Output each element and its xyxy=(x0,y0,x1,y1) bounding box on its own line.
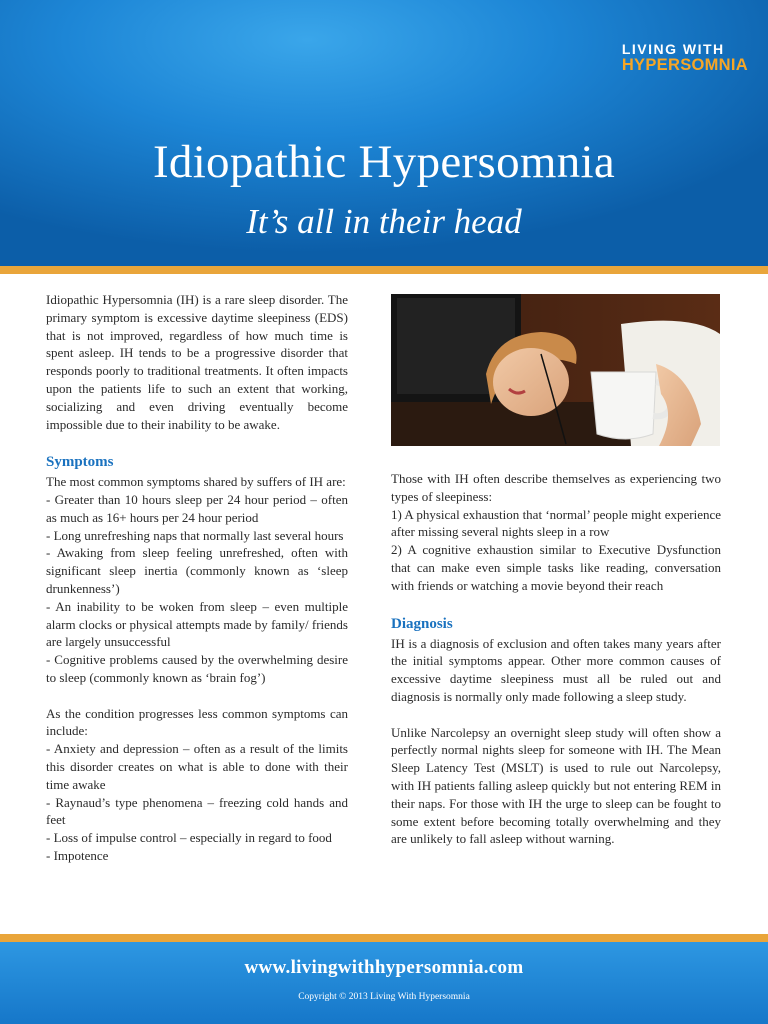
sleeping-woman-photo xyxy=(391,294,720,446)
symptom-item: - An inability to be woken from sleep – even multiple alarm clocks or physical attempts made by family/ friends are largely unsuccessful xyxy=(46,598,348,650)
spacer xyxy=(46,687,348,705)
left-column xyxy=(46,291,348,865)
top-divider xyxy=(0,266,768,274)
symptoms-intro: The most common symptoms shared by suffers of IH are: xyxy=(46,474,346,490)
symptom-item: - Long unrefreshing naps that normally last several hours xyxy=(46,527,344,543)
symptom-item: - Greater than 10 hours sleep per 24 hour period – often as much as 16+ hours per 24 hour period xyxy=(46,491,348,525)
spacer xyxy=(391,706,721,724)
less-common-item: - Raynaud’s type phenomena – freezing cold hands and feet xyxy=(46,794,348,828)
logo-line-1: LIVING WITH xyxy=(621,41,725,57)
page-title: Idiopathic Hypersomnia xyxy=(152,136,616,188)
brand-logo xyxy=(622,42,748,74)
diagnosis-paragraph-2: Unlike Narcolepsy an overnight sleep study will often show a perfectly normal nights sleep for someone with IH. The Mean Sleep Latency Test (MSLT) is used to rule out Narcolepsy, with IH patients falling asleep quickly but not entering REM in their naps. For those with IH the urge to sleep can be fought to some extent before becoming totally overwhelming and they are unlikely to fall asleep without warning. xyxy=(391,724,721,847)
intro-paragraph: Idiopathic Hypersomnia (IH) is a rare sleep disorder. The primary symptom is excessive daytime sleepiness (EDS) that is not improved, regardless of how much time is spent asleep. IH tends to be a progressive disorder that responds poorly to traditional treatments. It often impacts upon the patients life to such an extent that working, socializing and even driving eventually become impossible due to their inability to be awake. xyxy=(46,292,348,432)
symptoms-heading: Symptoms xyxy=(46,454,114,471)
logo-line-2: HYPERSOMNIA xyxy=(621,56,748,74)
right-column xyxy=(391,470,721,848)
header-banner xyxy=(0,0,768,266)
sleepiness-intro: Those with IH often describe themselves as experiencing two types of sleepiness: xyxy=(391,471,721,504)
bottom-divider xyxy=(0,934,768,942)
sleepiness-type: 2) A cognitive exhaustion similar to Executive Dysfunction that can make even simple tasks like reading, conversation with friends or watching a movie beyond their reach xyxy=(391,542,721,593)
footer-banner xyxy=(0,942,768,1024)
spacer xyxy=(391,595,721,613)
website-url: www.livingwithhypersomnia.com xyxy=(244,957,524,978)
page-subtitle: It’s all in their head xyxy=(246,202,522,241)
less-common-item: - Impotence xyxy=(46,847,109,863)
less-common-item: - Loss of impulse control – especially in regard to food xyxy=(46,830,332,846)
spacer xyxy=(46,433,348,451)
less-common-intro: As the condition progresses less common symptoms can include: xyxy=(46,705,348,739)
sleepiness-type: 1) A physical exhaustion that ‘normal’ people might experience after missing several nights sleep in a row xyxy=(391,506,721,540)
diagnosis-paragraph-1: IH is a diagnosis of exclusion and often takes many years after the initial symptoms appear. Other more common causes of excessive daytime sleepiness must all be ruled out and diagnosis is normally only made following a sleep study. xyxy=(391,635,721,704)
copyright-notice: Copyright © 2013 Living With Hypersomnia xyxy=(298,992,470,1002)
less-common-item: - Anxiety and depression – often as a result of the limits this disorder creates on what is able to done with their time awake xyxy=(46,741,348,792)
diagnosis-heading: Diagnosis xyxy=(391,615,453,632)
symptom-item: - Awaking from sleep feeling unrefreshed, often with significant sleep inertia (commonly known as ‘sleep drunkenness’) xyxy=(46,545,348,596)
symptom-item: - Cognitive problems caused by the overwhelming desire to sleep (commonly known as ‘brain fog’) xyxy=(46,652,348,685)
